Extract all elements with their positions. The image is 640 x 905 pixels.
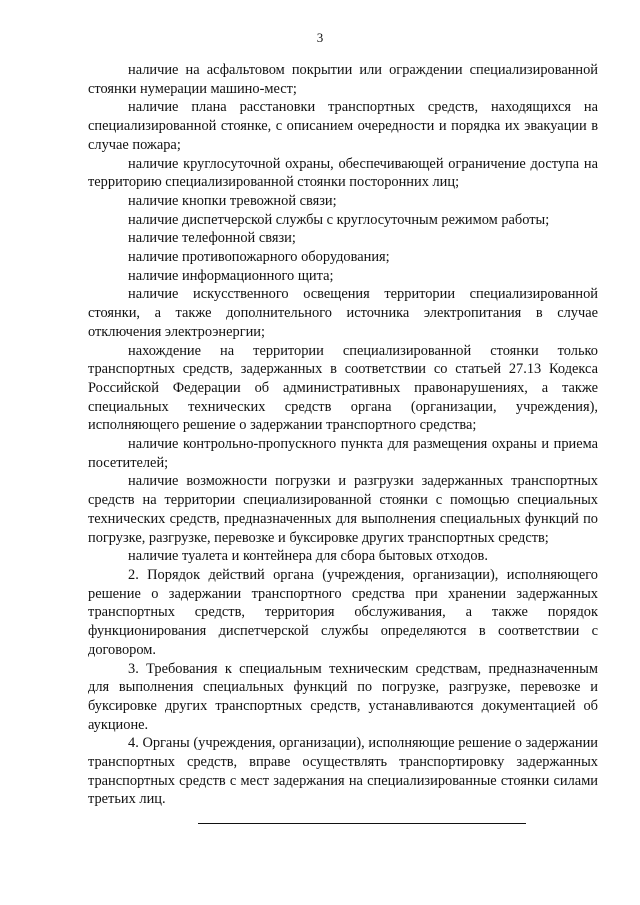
page-number: 3 [316,30,324,45]
list-item-lighting-power: наличие искусственного освещения территории специализированной стоянки, а также дополнительного источника электропитания в случае отключения электроэнергии; [88,286,598,340]
list-item-fire-equipment: наличие противопожарного оборудования; [128,249,390,266]
list-item-asphalt-numbering: наличие на асфальтовом покрытии или ограждении специализированной стоянки нумерации машино-мест; [88,62,598,97]
list-item-evacuation-plan: наличие плана расстановки транспортных средств, находящихся на специализированной стоянке, с описанием очередности и порядка их эвакуации в случае пожара; [88,99,598,153]
clause-2: 2. Порядок действий органа (учреждения, организации), исполняющего решение о задержании транспортного средства при хранении задержанных транспортных средств, территория обслуживания, а также порядок функционирования диспетчерской службы определяются в соответствии с договором. [88,566,598,658]
clause-4: 4. Органы (учреждения, организации), исполняющие решение о задержании транспортных средств, вправе осуществлять транспортировку задержанных транспортных средств с мест задержания на специализированные стоянки силами третьих лиц. [88,735,598,808]
list-item-info-board: наличие информационного щита; [128,267,334,284]
list-item-round-the-clock-guard: наличие круглосуточной охраны, обеспечивающей ограничение доступа на территорию специализированной стоянки посторонних лиц; [88,155,598,191]
list-item-alarm-button: наличие кнопки тревожной связи; [128,192,337,209]
list-item-loading-unloading: наличие возможности погрузки и разгрузки задержанных транспортных средств на территории специализированной стоянки с помощью специальных технических средств, предназначенных для выполнения специальных функций по погрузке, разгрузке, перевозке и буксировке других транспортных средств; [88,473,598,546]
closing-rule [198,823,526,824]
document-body [88,61,598,809]
list-item-only-detained-vehicles: нахождение на территории специализированной стоянки только транспортных средств, задержанных в соответствии со статьей 27.13 Кодекса Российской Федерации об административных правонарушениях, а также специальных технических средств органа (организации, учреждения), исполняющего решение о задержании транспортного средства; [88,342,598,434]
list-item-toilet-waste: наличие туалета и контейнера для сбора бытовых отходов. [128,548,488,565]
list-item-checkpoint: наличие контрольно-пропускного пункта для размещения охраны и приема посетителей; [88,436,598,471]
clause-3: 3. Требования к специальным техническим средствам, предназначенным для выполнения специальных функций по погрузке, разгрузке, перевозке и буксировке других транспортных средств, устанавливаются документацией об аукционе. [88,660,598,733]
list-item-dispatch-service: наличие диспетчерской службы с круглосуточным режимом работы; [128,211,550,228]
list-item-telephone: наличие телефонной связи; [128,230,296,247]
